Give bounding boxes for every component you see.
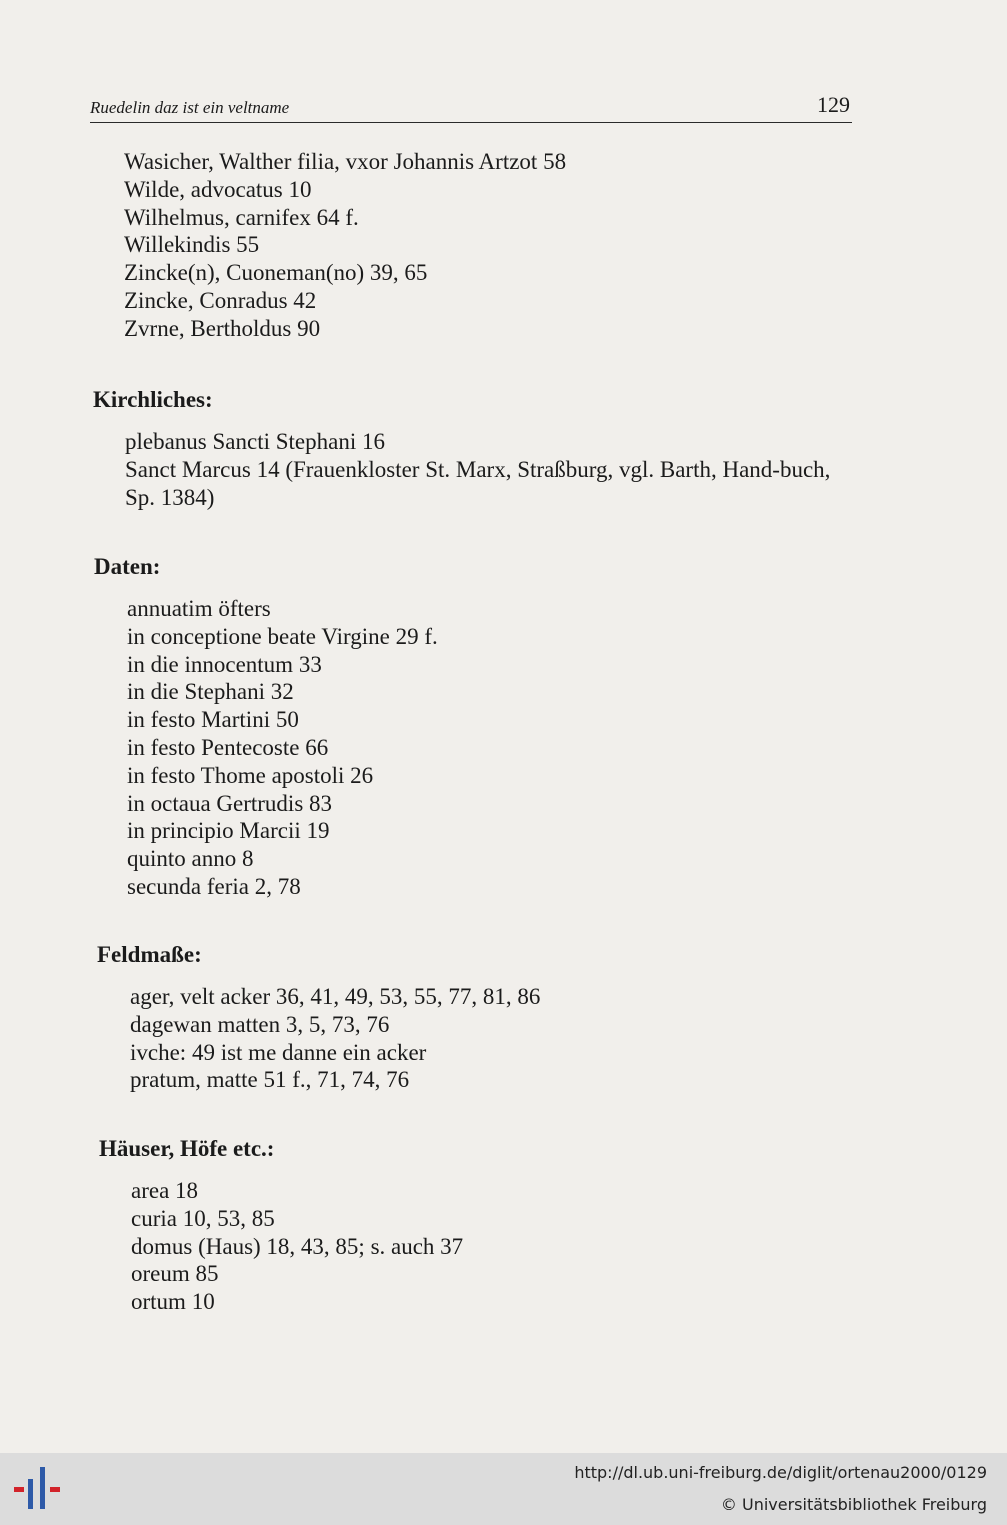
list-item: quinto anno 8 (127, 846, 254, 872)
list-item: Sanct Marcus 14 (Frauenkloster St. Marx, Straßburg, vgl. Barth, Hand-buch, Sp. 1384) (125, 456, 831, 510)
viewer-footer (0, 1453, 1007, 1525)
running-header (90, 92, 852, 123)
list-item: Zincke(n), Cuoneman(no) 39, 65 (124, 260, 428, 286)
names-list (124, 148, 566, 343)
list-item: annuatim öfters (127, 596, 271, 621)
list-item: in octaua Gertrudis 83 (127, 790, 333, 816)
list-item: ortum 10 (131, 1289, 215, 1315)
list-item: in die innocentum 33 (127, 651, 322, 677)
list-item: in festo Martini 50 (127, 707, 299, 733)
list-item: Wilhelmus, carnifex 64 f. (124, 204, 359, 230)
list-item: in principio Marcii 19 (127, 818, 330, 844)
section-heading-feldmasse: Feldmaße: (97, 942, 202, 967)
document-url-link[interactable]: http://dl.ub.uni-freiburg.de/diglit/ortenau2000/0129 (574, 1463, 987, 1482)
kirchliches-list (125, 428, 855, 511)
list-item: ager, velt acker 36, 41, 49, 53, 55, 77, 81, 86 (130, 984, 541, 1009)
list-item: in conceptione beate Virgine 29 f. (127, 623, 438, 649)
list-item: pratum, matte 51 f., 71, 74, 76 (130, 1067, 410, 1093)
list-item: dagewan matten 3, 5, 73, 76 (130, 1011, 390, 1037)
section-heading-daten: Daten: (94, 554, 161, 579)
list-item: Wasicher, Walther filia, vxor Johannis Artzot 58 (124, 149, 567, 174)
list-item: plebanus Sancti Stephani 16 (125, 429, 385, 454)
daten-list (127, 595, 438, 901)
list-item: Wilde, advocatus 10 (124, 176, 312, 202)
page-number: 129 (817, 92, 850, 117)
section-heading-haeuser: Häuser, Höfe etc.: (99, 1136, 275, 1161)
haeuser-list (131, 1177, 463, 1316)
list-item: in festo Pentecoste 66 (127, 734, 329, 760)
section-heading-kirchliches: Kirchliches: (93, 387, 213, 412)
list-item: curia 10, 53, 85 (131, 1205, 275, 1231)
list-item: in die Stephani 32 (127, 679, 294, 705)
list-item: in festo Thome apostoli 26 (127, 762, 374, 788)
list-item: ivche: 49 ist me danne ein acker (130, 1039, 427, 1065)
copyright-notice: © Universitätsbibliothek Freiburg (720, 1495, 987, 1514)
list-item: area 18 (131, 1178, 199, 1203)
running-title: Ruedelin daz ist ein veltname (90, 98, 290, 117)
list-item: Willekindis 55 (124, 232, 260, 258)
list-item: secunda feria 2, 78 (127, 873, 301, 899)
list-item: Zincke, Conradus 42 (124, 287, 317, 313)
feldmasse-list (130, 983, 540, 1094)
list-item: oreum 85 (131, 1261, 219, 1287)
ub-freiburg-logo-icon[interactable] (12, 1463, 64, 1515)
list-item: domus (Haus) 18, 43, 85; s. auch 37 (131, 1233, 464, 1259)
list-item: Zvrne, Bertholdus 90 (124, 315, 321, 341)
